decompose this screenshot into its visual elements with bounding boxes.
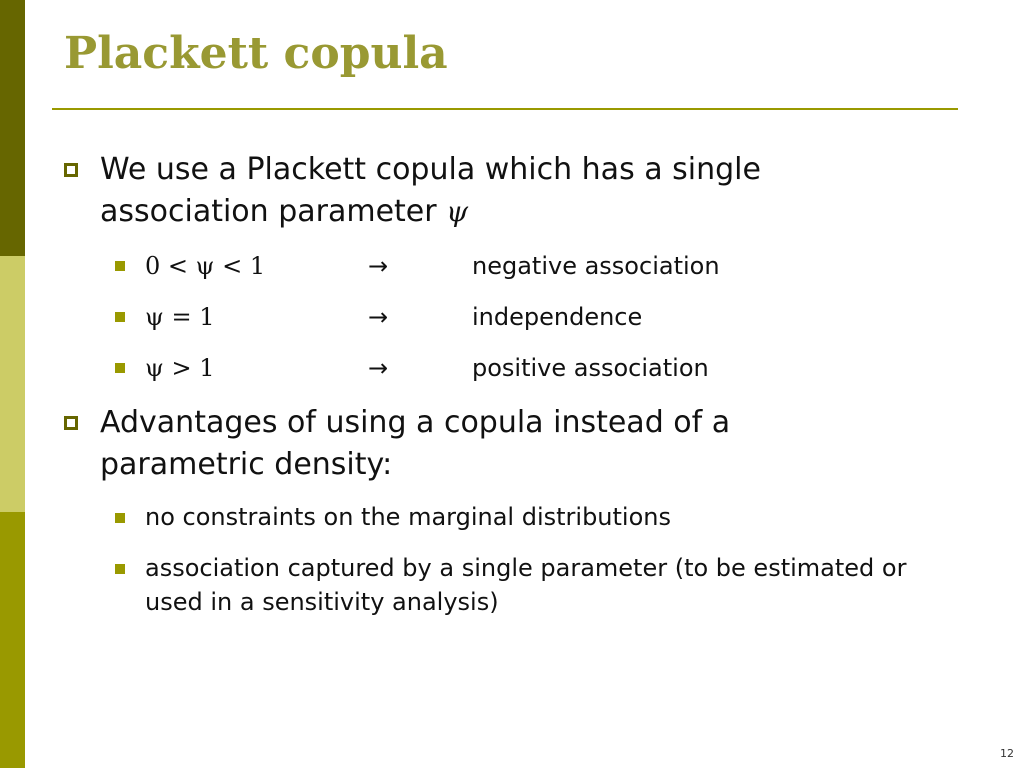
side-bar-top [0,0,25,256]
square-bullet-icon [115,312,125,322]
arrow-icon: → [368,252,389,280]
case-condition: 0 < ψ < 1 [145,252,266,280]
case-meaning: positive association [472,354,709,382]
slide-title: Plackett copula [64,28,448,79]
arrow-icon: → [368,354,389,382]
case-condition: ψ > 1 [145,354,215,382]
sub-bullet-text: no constraints on the marginal distributions [145,503,671,531]
sub-bullet-text: association captured by a single parameter (to be estimated or used in a sensitivity analysis) [145,554,907,616]
case-meaning: independence [472,303,643,331]
hollow-square-bullet-icon [64,416,78,430]
bullet-text: Advantages of using a copula instead of a parametric density: [100,405,731,482]
title-divider [52,108,958,110]
square-bullet-icon [115,513,125,523]
case-meaning: negative association [472,252,720,280]
page-number: 12 [1000,747,1014,760]
hollow-square-bullet-icon [64,163,78,177]
square-bullet-icon [115,261,125,271]
bullet-text [100,149,900,233]
side-bar-middle [0,256,25,512]
bullet-text-body: We use a Plackett copula which has a single association parameter [100,152,761,229]
square-bullet-icon [115,363,125,373]
arrow-icon: → [368,303,389,331]
square-bullet-icon [115,564,125,574]
psi-symbol: ψ [446,195,469,228]
case-condition: ψ = 1 [145,303,215,331]
side-bar-bottom [0,512,25,768]
